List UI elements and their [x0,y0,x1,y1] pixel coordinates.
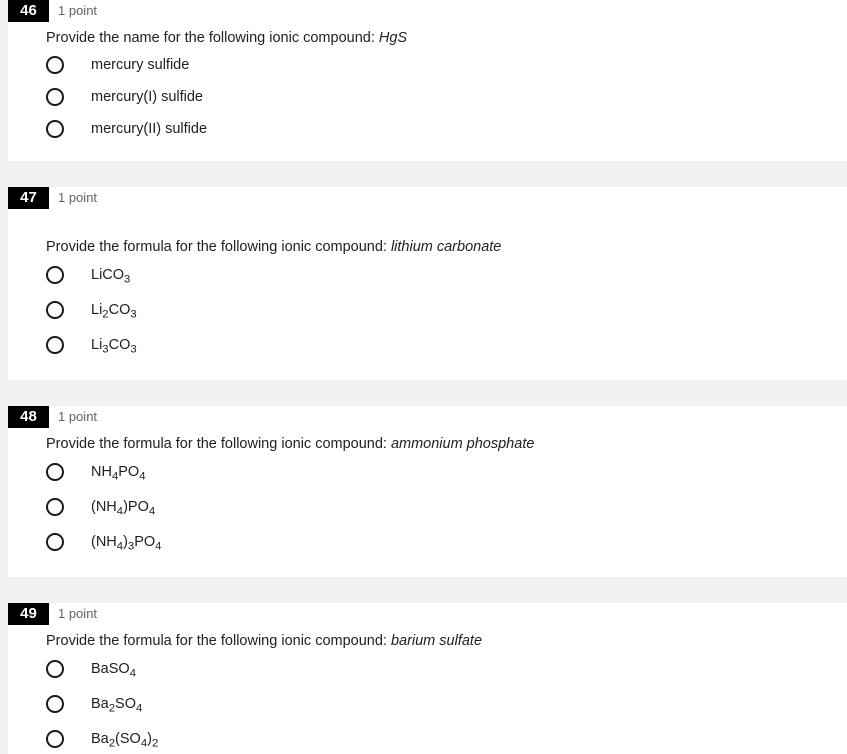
option-text: BaSO [91,661,130,677]
option-label [91,661,136,680]
option-label [91,731,159,750]
option-text: Li [91,302,103,318]
subscript: 4 [155,540,162,553]
answer-option[interactable] [46,86,203,108]
radio-button[interactable] [46,88,64,106]
answer-option[interactable] [46,496,155,518]
radio-button[interactable] [46,660,64,678]
question-number: 46 [8,0,49,22]
option-text: PO [134,534,156,550]
subscript: 4 [116,540,124,553]
subscript: 3 [130,343,137,356]
compound-name: HgS [378,30,408,46]
option-label [91,499,156,518]
question-number: 49 [8,603,49,625]
subscript: 3 [130,308,137,321]
question-card-47 [8,187,847,380]
option-label [91,57,189,73]
subscript: 3 [124,273,131,286]
question-number: 47 [8,187,49,209]
option-text: Li [91,337,103,353]
answer-option[interactable] [46,461,146,483]
answer-option[interactable] [46,531,161,553]
subscript: 2 [102,308,109,321]
answer-option[interactable] [46,118,207,140]
question-card-49 [8,603,847,754]
option-text: Ba [91,731,109,747]
radio-button[interactable] [46,463,64,481]
option-label [91,464,146,483]
option-text: CO [108,337,131,353]
subscript: 4 [136,702,143,715]
option-label [91,89,203,105]
radio-button[interactable] [46,56,64,74]
option-text: NH [91,464,112,480]
question-prompt [46,29,407,47]
radio-button[interactable] [46,120,64,138]
radio-button[interactable] [46,533,64,551]
compound-name: ammonium phosphate [390,436,535,452]
option-label [91,696,143,715]
question-prompt [46,238,501,256]
question-points: 1 point [58,190,98,205]
answer-option[interactable] [46,658,136,680]
question-points: 1 point [58,606,98,621]
option-label [91,337,137,356]
option-text: (SO [115,731,141,747]
subscript: 4 [148,505,156,518]
radio-button[interactable] [46,695,64,713]
compound-name: lithium carbonate [390,239,502,255]
option-text: LiCO [91,267,125,283]
compound-name: barium sulfate [390,633,483,649]
subscript: 3 [102,343,109,356]
prompt-text: Provide the name for the following ionic compound: [46,30,375,46]
question-number: 48 [8,406,49,428]
subscript: 2 [151,737,159,750]
option-text: mercury sulfide [91,57,190,73]
option-text: Ba [91,696,109,712]
subscript: 4 [139,470,146,483]
prompt-text: Provide the formula for the following ionic compound: [46,633,387,649]
option-text: (NH [91,534,117,550]
answer-option[interactable] [46,693,142,715]
question-points: 1 point [58,3,98,18]
subscript: 4 [111,470,119,483]
question-card-46 [8,0,847,161]
answer-option[interactable] [46,334,137,356]
option-text: CO [108,302,131,318]
radio-button[interactable] [46,336,64,354]
option-text: (NH [91,499,117,515]
answer-option[interactable] [46,264,130,286]
subscript: 3 [127,540,135,553]
option-label [91,267,131,286]
answer-option[interactable] [46,54,189,76]
question-prompt [46,632,482,650]
subscript: 2 [108,702,116,715]
option-text: mercury(II) sulfide [91,121,208,137]
option-text: ) [123,534,128,550]
option-text: )PO [123,499,149,515]
option-label [91,534,162,553]
radio-button[interactable] [46,498,64,516]
answer-option[interactable] [46,299,137,321]
radio-button[interactable] [46,730,64,748]
option-label [91,302,137,321]
option-label [91,121,207,137]
option-text: PO [118,464,140,480]
subscript: 4 [116,505,124,518]
radio-button[interactable] [46,301,64,319]
subscript: 4 [129,667,136,680]
option-text: ) [147,731,152,747]
subscript: 2 [108,737,116,750]
question-prompt [46,435,534,453]
prompt-text: Provide the formula for the following ionic compound: [46,239,387,255]
answer-option[interactable] [46,728,158,750]
question-points: 1 point [58,409,98,424]
radio-button[interactable] [46,266,64,284]
option-text: mercury(I) sulfide [91,89,203,105]
subscript: 4 [140,737,148,750]
option-text: SO [115,696,136,712]
question-card-48 [8,406,847,577]
prompt-text: Provide the formula for the following ionic compound: [46,436,387,452]
